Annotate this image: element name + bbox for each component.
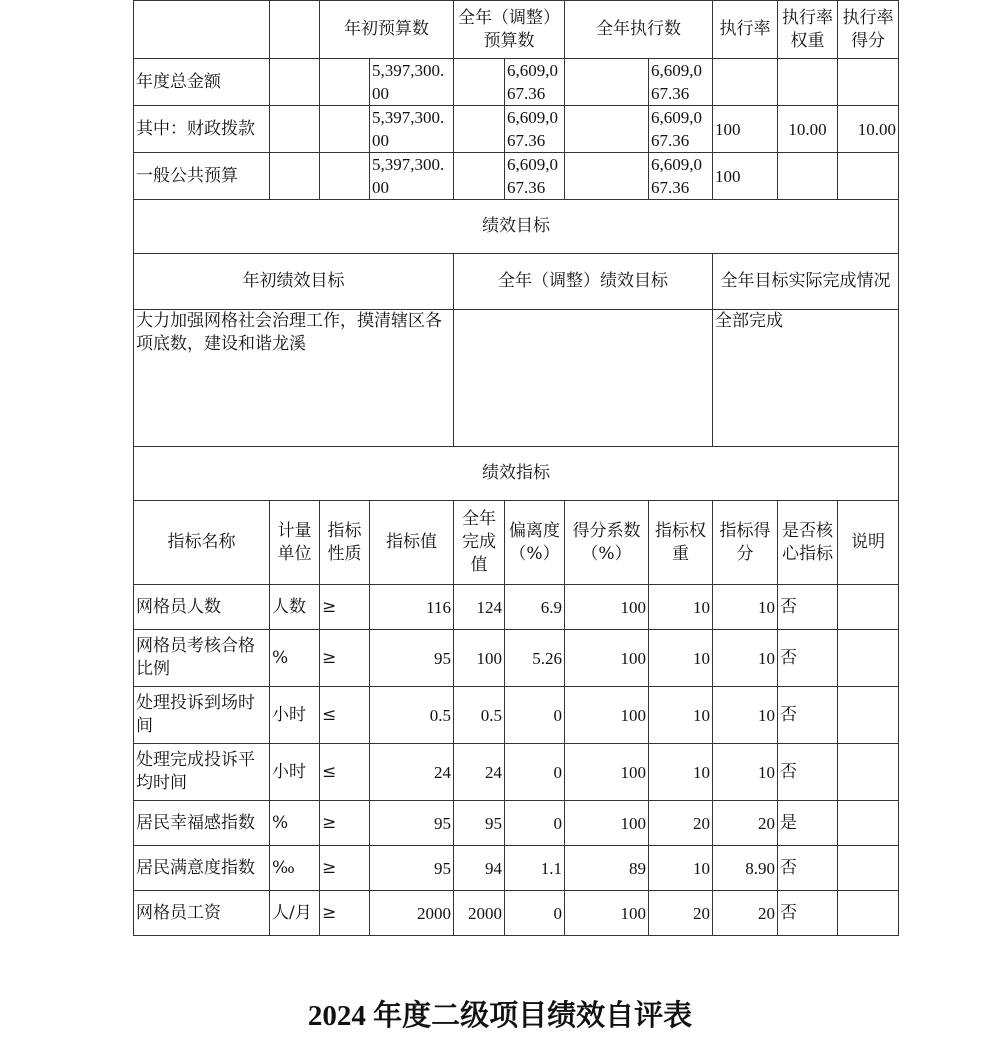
indicator-nature: ≥: [320, 846, 370, 891]
indicator-coef: 89: [565, 846, 649, 891]
header-rate: 执行率: [713, 1, 778, 59]
indicator-completed: 0.5: [454, 687, 505, 744]
budget-rate-value: 100: [713, 153, 778, 200]
budget-score-value: [838, 153, 899, 200]
indicator-nature: ≤: [320, 744, 370, 801]
indicator-nature: ≥: [320, 630, 370, 687]
goals-actual-header: 全年目标实际完成情况: [713, 254, 899, 310]
indicator-coef: 100: [565, 744, 649, 801]
indicator-weight: 20: [649, 801, 713, 846]
indicators-section-title: 绩效指标: [134, 447, 899, 501]
indicator-name: 网格员考核合格比例: [134, 630, 270, 687]
indicator-weight: 10: [649, 630, 713, 687]
goals-adjusted-header: 全年（调整）绩效目标: [454, 254, 713, 310]
indicator-nature: ≥: [320, 891, 370, 936]
header-initial-budget: 年初预算数: [320, 1, 454, 59]
next-table-title: 2024 年度二级项目绩效自评表: [307, 1000, 693, 1032]
budget-initial-value: 5,397,300.00: [370, 153, 454, 200]
indicator-coef: 100: [565, 801, 649, 846]
indicator-core: 否: [778, 687, 838, 744]
indicator-note: [838, 687, 899, 744]
indicator-score: 10: [713, 687, 778, 744]
indicator-name: 处理投诉到场时间: [134, 687, 270, 744]
indicator-completed: 94: [454, 846, 505, 891]
budget-executed-value: 6,609,067.36: [649, 59, 713, 106]
indicator-coef: 100: [565, 585, 649, 630]
indicator-name: 处理完成投诉平均时间: [134, 744, 270, 801]
indicator-score: 10: [713, 585, 778, 630]
budget-initial-value: 5,397,300.00: [370, 106, 454, 153]
goals-content-row: [134, 310, 899, 447]
indicator-note: [838, 891, 899, 936]
indicator-completed: 2000: [454, 891, 505, 936]
budget-score-value: 10.00: [838, 106, 899, 153]
header-note: 说明: [838, 501, 899, 585]
indicator-value: 95: [370, 630, 454, 687]
performance-table: [133, 0, 899, 936]
header-score: 指标得分: [713, 501, 778, 585]
indicator-unit: %: [270, 630, 320, 687]
indicator-note: [838, 846, 899, 891]
indicator-note: [838, 585, 899, 630]
indicator-row: [134, 630, 899, 687]
indicator-deviation: 0: [505, 801, 565, 846]
indicator-coef: 100: [565, 891, 649, 936]
budget-row-label: 一般公共预算: [134, 153, 270, 200]
header-nature: 指标性质: [320, 501, 370, 585]
indicator-score: 20: [713, 801, 778, 846]
budget-row: [134, 59, 899, 106]
indicator-row: [134, 585, 899, 630]
indicator-score: 20: [713, 891, 778, 936]
budget-executed-value: 6,609,067.36: [649, 153, 713, 200]
budget-row-label: 年度总金额: [134, 59, 270, 106]
indicator-deviation: 0: [505, 891, 565, 936]
header-rate-weight: 执行率权重: [778, 1, 838, 59]
budget-adjusted-value: 6,609,067.36: [505, 59, 565, 106]
indicator-unit: ‰: [270, 846, 320, 891]
indicator-coef: 100: [565, 687, 649, 744]
indicator-value: 116: [370, 585, 454, 630]
header-adjusted-budget: 全年（调整）预算数: [454, 1, 565, 59]
indicator-core: 否: [778, 846, 838, 891]
indicator-deviation: 0: [505, 744, 565, 801]
indicator-deviation: 6.9: [505, 585, 565, 630]
goals-header-row: [134, 254, 899, 310]
indicator-value: 95: [370, 846, 454, 891]
indicator-unit: 小时: [270, 744, 320, 801]
indicator-core: 否: [778, 744, 838, 801]
budget-header-row: [134, 1, 899, 59]
indicator-value: 95: [370, 801, 454, 846]
header-value: 指标值: [370, 501, 454, 585]
indicator-value: 24: [370, 744, 454, 801]
indicator-name: 居民幸福感指数: [134, 801, 270, 846]
indicator-deviation: 0: [505, 687, 565, 744]
budget-score-value: [838, 59, 899, 106]
indicator-deviation: 5.26: [505, 630, 565, 687]
indicator-row: [134, 744, 899, 801]
indicator-completed: 95: [454, 801, 505, 846]
indicator-note: [838, 744, 899, 801]
header-completed: 全年完成值: [454, 501, 505, 585]
indicator-row: [134, 891, 899, 936]
header-unit: 计量单位: [270, 501, 320, 585]
budget-adjusted-value: 6,609,067.36: [505, 153, 565, 200]
indicator-value: 2000: [370, 891, 454, 936]
indicator-weight: 20: [649, 891, 713, 936]
goals-initial-text: 大力加强网格社会治理工作，摸清辖区各项底数，建设和谐龙溪: [134, 310, 454, 447]
indicator-deviation: 1.1: [505, 846, 565, 891]
indicator-core: 否: [778, 630, 838, 687]
indicator-coef: 100: [565, 630, 649, 687]
budget-row-label: 其中：财政拨款: [134, 106, 270, 153]
indicators-header-row: [134, 501, 899, 585]
header-core: 是否核心指标: [778, 501, 838, 585]
indicator-unit: 小时: [270, 687, 320, 744]
indicator-name: 网格员人数: [134, 585, 270, 630]
indicator-core: 是: [778, 801, 838, 846]
header-indicator-name: 指标名称: [134, 501, 270, 585]
budget-initial-value: 5,397,300.00: [370, 59, 454, 106]
indicator-row: [134, 846, 899, 891]
indicators-section-row: [134, 447, 899, 501]
indicator-score: 10: [713, 630, 778, 687]
indicator-nature: ≤: [320, 687, 370, 744]
indicator-weight: 10: [649, 846, 713, 891]
indicator-value: 0.5: [370, 687, 454, 744]
indicator-unit: 人/月: [270, 891, 320, 936]
indicator-row: [134, 687, 899, 744]
goals-adjusted-text: [454, 310, 713, 447]
budget-weight-value: [778, 153, 838, 200]
indicator-unit: 人数: [270, 585, 320, 630]
header-rate-score: 执行率得分: [838, 1, 899, 59]
indicator-nature: ≥: [320, 585, 370, 630]
indicator-row: [134, 801, 899, 846]
indicator-weight: 10: [649, 585, 713, 630]
goals-initial-header: 年初绩效目标: [134, 254, 454, 310]
budget-executed-value: 6,609,067.36: [649, 106, 713, 153]
budget-row: [134, 106, 899, 153]
goals-section-row: [134, 200, 899, 254]
goals-actual-text: 全部完成: [713, 310, 899, 447]
header-coef: 得分系数（%）: [565, 501, 649, 585]
indicator-score: 10: [713, 744, 778, 801]
header-deviation: 偏离度（%）: [505, 501, 565, 585]
budget-weight-value: [778, 59, 838, 106]
indicator-weight: 10: [649, 687, 713, 744]
indicator-unit: %: [270, 801, 320, 846]
budget-rate-value: 100: [713, 106, 778, 153]
indicator-weight: 10: [649, 744, 713, 801]
indicator-name: 居民满意度指数: [134, 846, 270, 891]
indicator-completed: 124: [454, 585, 505, 630]
indicator-note: [838, 630, 899, 687]
indicator-core: 否: [778, 585, 838, 630]
budget-weight-value: 10.00: [778, 106, 838, 153]
budget-row: [134, 153, 899, 200]
budget-adjusted-value: 6,609,067.36: [505, 106, 565, 153]
header-weight: 指标权重: [649, 501, 713, 585]
indicator-score: 8.90: [713, 846, 778, 891]
goals-section-title: 绩效目标: [134, 200, 899, 254]
budget-rate-value: [713, 59, 778, 106]
indicator-name: 网格员工资: [134, 891, 270, 936]
header-executed: 全年执行数: [565, 1, 713, 59]
indicator-note: [838, 801, 899, 846]
indicator-completed: 24: [454, 744, 505, 801]
indicator-nature: ≥: [320, 801, 370, 846]
indicator-core: 否: [778, 891, 838, 936]
indicator-completed: 100: [454, 630, 505, 687]
